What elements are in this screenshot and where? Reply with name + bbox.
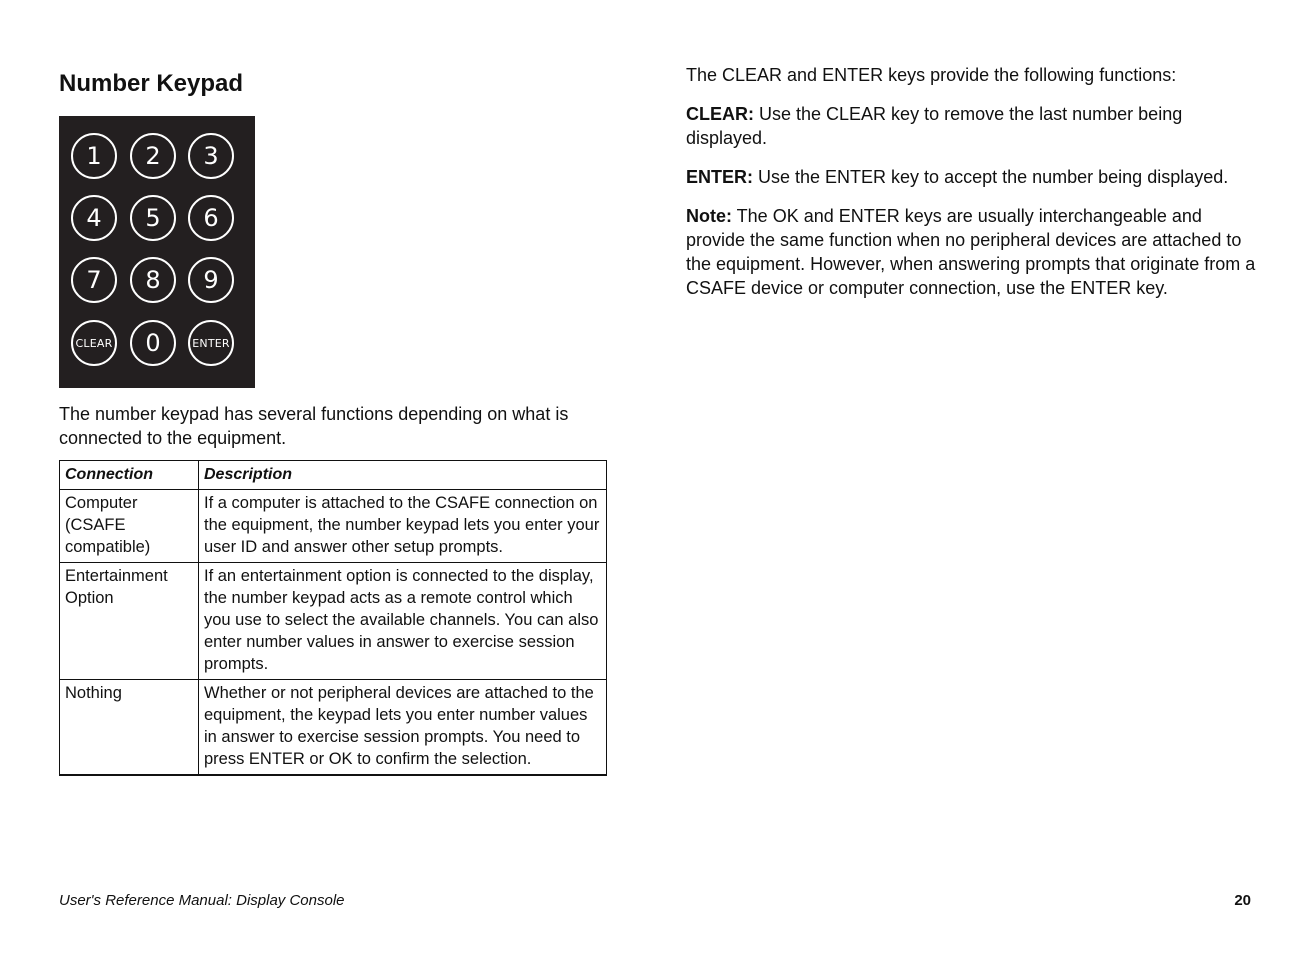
key-8: 8	[130, 257, 176, 303]
lead-paragraph: The CLEAR and ENTER keys provide the following functions:	[686, 65, 1177, 85]
header-description: Description	[199, 461, 607, 490]
enter-label: ENTER:	[686, 167, 753, 187]
section-heading: Number Keypad	[59, 70, 244, 97]
right-column	[686, 63, 1258, 315]
key-1: 1	[71, 133, 117, 179]
note-paragraph	[686, 204, 1258, 300]
table-row	[60, 490, 607, 563]
header-connection: Connection	[60, 461, 199, 490]
table-row	[60, 563, 607, 680]
clear-label: CLEAR:	[686, 104, 754, 124]
connection-cell: Computer (CSAFE compatible)	[60, 490, 199, 563]
enter-paragraph	[686, 165, 1258, 189]
note-text: The OK and ENTER keys are usually interchangeable and provide the same function when no peripheral devices are attached to the equipment. However, when answering prompts that originate from a CSAFE device or computer connection, use the ENTER key.	[686, 206, 1256, 298]
footer-page-number: 20	[1234, 892, 1251, 909]
enter-text: Use the ENTER key to accept the number being displayed.	[753, 167, 1229, 187]
key-5: 5	[130, 195, 176, 241]
connection-cell: Nothing	[60, 680, 199, 776]
description-cell: If a computer is attached to the CSAFE connection on the equipment, the number keypad lets you enter your user ID and answer other setup prompts.	[199, 490, 607, 563]
key-3: 3	[188, 133, 234, 179]
connection-table	[59, 460, 607, 776]
description-cell: If an entertainment option is connected to the display, the number keypad acts as a remote control which you use to select the available channels. You can also enter number values in answer to exercise session prompts.	[199, 563, 607, 680]
table-row	[60, 680, 607, 776]
description-cell: Whether or not peripheral devices are attached to the equipment, the keypad lets you enter number values in answer to exercise session prompts. You need to press ENTER or OK to confirm the selection.	[199, 680, 607, 776]
key-4: 4	[71, 195, 117, 241]
key-2: 2	[130, 133, 176, 179]
clear-paragraph	[686, 102, 1258, 150]
intro-paragraph: The number keypad has several functions depending on what is connected to the equipment.	[59, 404, 569, 448]
keypad-image	[59, 116, 255, 388]
key-7: 7	[71, 257, 117, 303]
key-9: 9	[188, 257, 234, 303]
connection-cell: Entertainment Option	[60, 563, 199, 680]
key-enter: ENTER	[188, 320, 234, 366]
clear-text: Use the CLEAR key to remove the last number being displayed.	[686, 104, 1183, 148]
footer-manual-title: User's Reference Manual: Display Console	[59, 892, 345, 909]
note-label: Note:	[686, 206, 732, 226]
key-6: 6	[188, 195, 234, 241]
left-column	[59, 68, 607, 768]
key-0: 0	[130, 320, 176, 366]
key-clear: CLEAR	[71, 320, 117, 366]
table-header-row	[60, 461, 607, 490]
